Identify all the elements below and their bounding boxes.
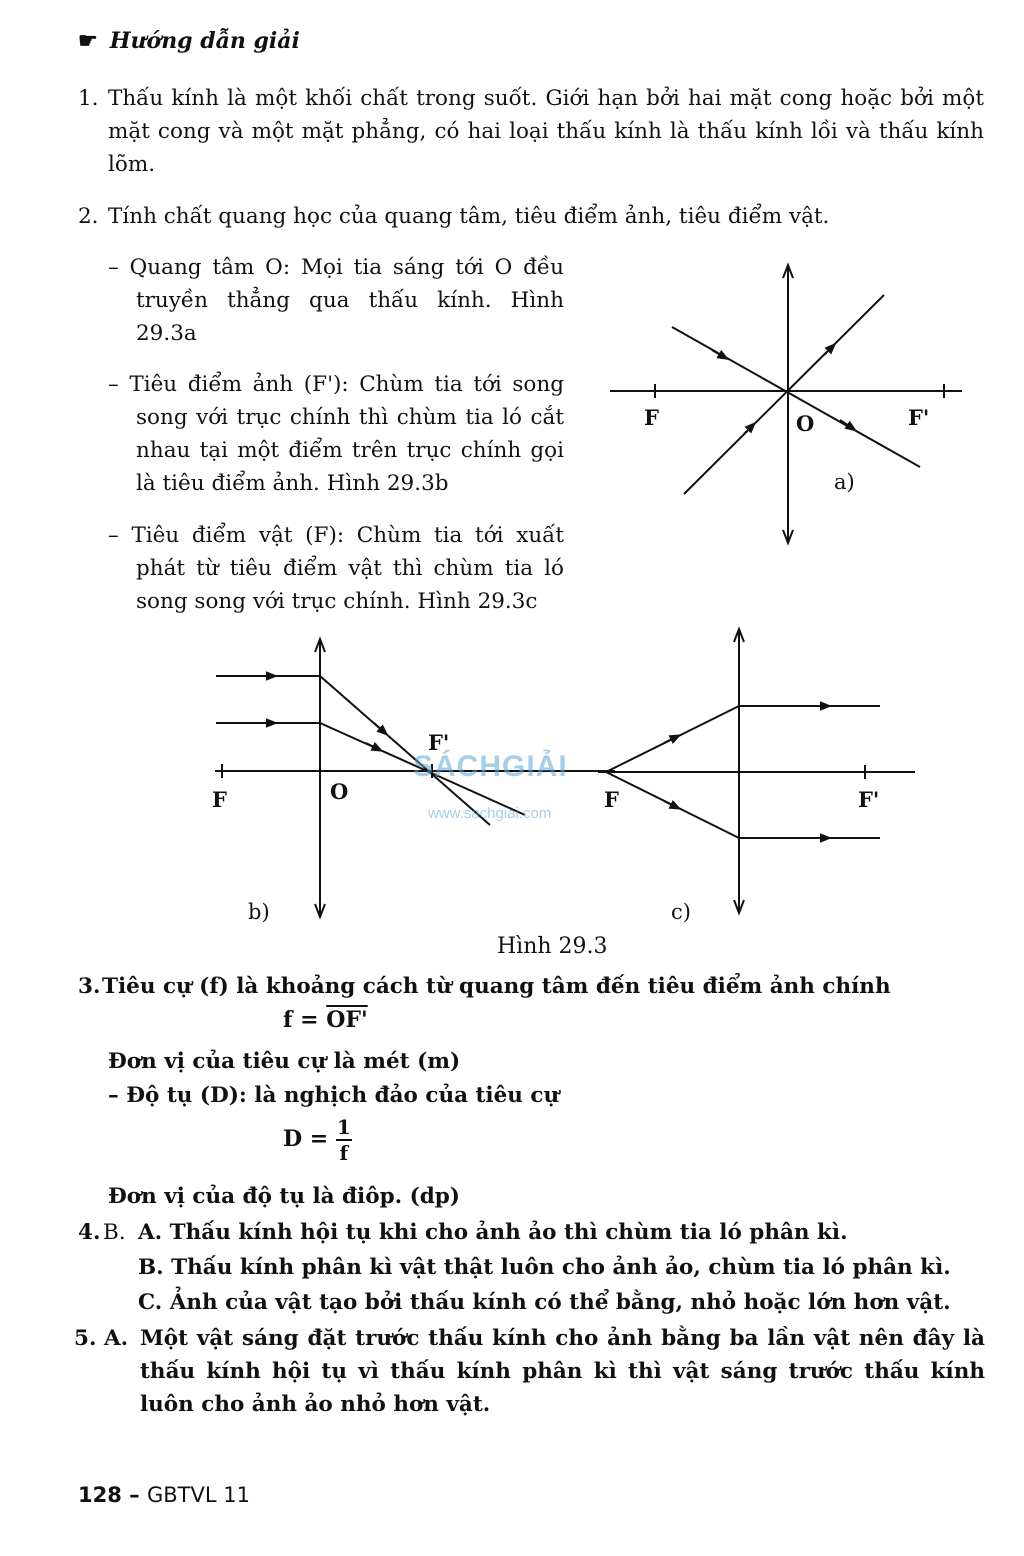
item-3-number: 3. — [78, 974, 101, 999]
ray-arrow — [366, 743, 378, 749]
label-F-b: F — [212, 787, 227, 812]
tag-b: b) — [248, 900, 270, 924]
item-2-text: Tính chất quang học của quang tâm, tiêu điểm ảnh, tiêu điểm vật. — [108, 204, 830, 229]
ray-arrow — [664, 801, 676, 807]
label-F-a: F — [644, 405, 659, 430]
heading-text: Hướng dẫn giải — [109, 28, 300, 54]
figure-caption: Hình 29.3 — [497, 934, 608, 959]
fraction — [336, 1116, 352, 1164]
tag-c: c) — [671, 900, 691, 924]
figure-c — [598, 629, 915, 913]
page-footer — [78, 1483, 250, 1507]
label-O-a: O — [796, 411, 815, 436]
item-2-number: 2. — [78, 204, 99, 229]
ray-arrow — [712, 350, 724, 357]
item-3-text: Tiêu cự (f) là khoảng cách từ quang tâm đến tiêu điểm ảnh chính — [102, 974, 891, 999]
bullet-object-focus: – Tiêu điểm vật (F): Chùm tia tới xuất phát từ tiêu điểm vật thì chùm tia ló song song với trục chính. Hình 29.3c — [108, 523, 564, 614]
formula-rhs: OF' — [326, 1007, 368, 1033]
bullet-optical-center: – Quang tâm O: Mọi tia sáng tới O đều truyền thẳng qua thấu kính. Hình 29.3a — [108, 255, 564, 346]
ray-arrow — [744, 426, 752, 434]
formula-lhs: f = — [283, 1007, 327, 1033]
focal-length-formula — [283, 1007, 368, 1033]
optical-power-formula — [283, 1116, 352, 1164]
label-O-b: O — [330, 779, 349, 804]
ray-arrow — [374, 723, 384, 732]
label-Fp-b: F' — [428, 730, 450, 755]
item-4-option-b: B. Thấu kính phân kì vật thật luôn cho ảnh ảo, chùm tia ló phân kì. — [138, 1255, 951, 1280]
item-4-answer: B. — [103, 1220, 126, 1245]
label-Fp-a: F' — [908, 405, 930, 430]
item-1-text: Thấu kính là một khối chất trong suốt. Giới hạn bởi hai mặt cong hoặc bởi một mặt cong và một mặt phẳng, có hai loại thấu kính là thấu kính lồi và thấu kính lõm. — [108, 86, 984, 177]
page-number: 128 — [78, 1483, 122, 1507]
ray-a-2 — [684, 295, 884, 494]
pointing-hand-icon: ☛ — [78, 28, 98, 54]
item-5-answer: A. — [104, 1326, 129, 1351]
watermark-logo: SÁCHGIẢI — [413, 750, 568, 783]
ray-arrow — [664, 737, 676, 743]
footer-separator: – — [121, 1483, 147, 1507]
item-5-number: 5. — [74, 1326, 97, 1351]
focal-length-unit: Đơn vị của tiêu cự là mét (m) — [108, 1049, 461, 1074]
item-4-number: 4. — [78, 1220, 101, 1245]
label-F-c: F — [604, 787, 619, 812]
book-code: GBTVL 11 — [146, 1483, 250, 1507]
ray-arrow — [824, 347, 832, 355]
fraction-denominator: f — [339, 1141, 349, 1165]
optical-power-definition: – Độ tụ (D): là nghịch đảo của tiêu cự — [108, 1083, 560, 1108]
item-1-number: 1. — [78, 86, 99, 111]
optical-power-unit: Đơn vị của độ tụ là điôp. (dp) — [108, 1184, 460, 1209]
item-5-text: Một vật sáng đặt trước thấu kính cho ảnh bằng ba lần vật nên đây là thấu kính hội tụ vì thấu kính phân kì thì vật sáng trước thấu kính luôn cho ảnh ảo nhỏ hơn vật. — [140, 1326, 985, 1417]
watermark-url: www.sachgiai.com — [428, 805, 552, 822]
tag-a: a) — [834, 470, 855, 494]
item-4-option-a: A. Thấu kính hội tụ khi cho ảnh ảo thì chùm tia ló phân kì. — [138, 1220, 848, 1245]
ray-a-1 — [672, 327, 920, 467]
item-4-option-c: C. Ảnh của vật tạo bởi thấu kính có thể bằng, nhỏ hoặc lớn hơn vật. — [138, 1290, 951, 1315]
figure-a — [610, 265, 962, 543]
bullet-image-focus: – Tiêu điểm ảnh (F'): Chùm tia tới song song với trục chính thì chùm tia ló cắt nhau tại một điểm trên trục chính gọi là tiêu điểm ảnh. Hình 29.3b — [108, 372, 564, 496]
formula-D-lhs: D = — [283, 1126, 336, 1152]
fraction-numerator: 1 — [336, 1115, 351, 1139]
label-Fp-c: F' — [858, 787, 880, 812]
